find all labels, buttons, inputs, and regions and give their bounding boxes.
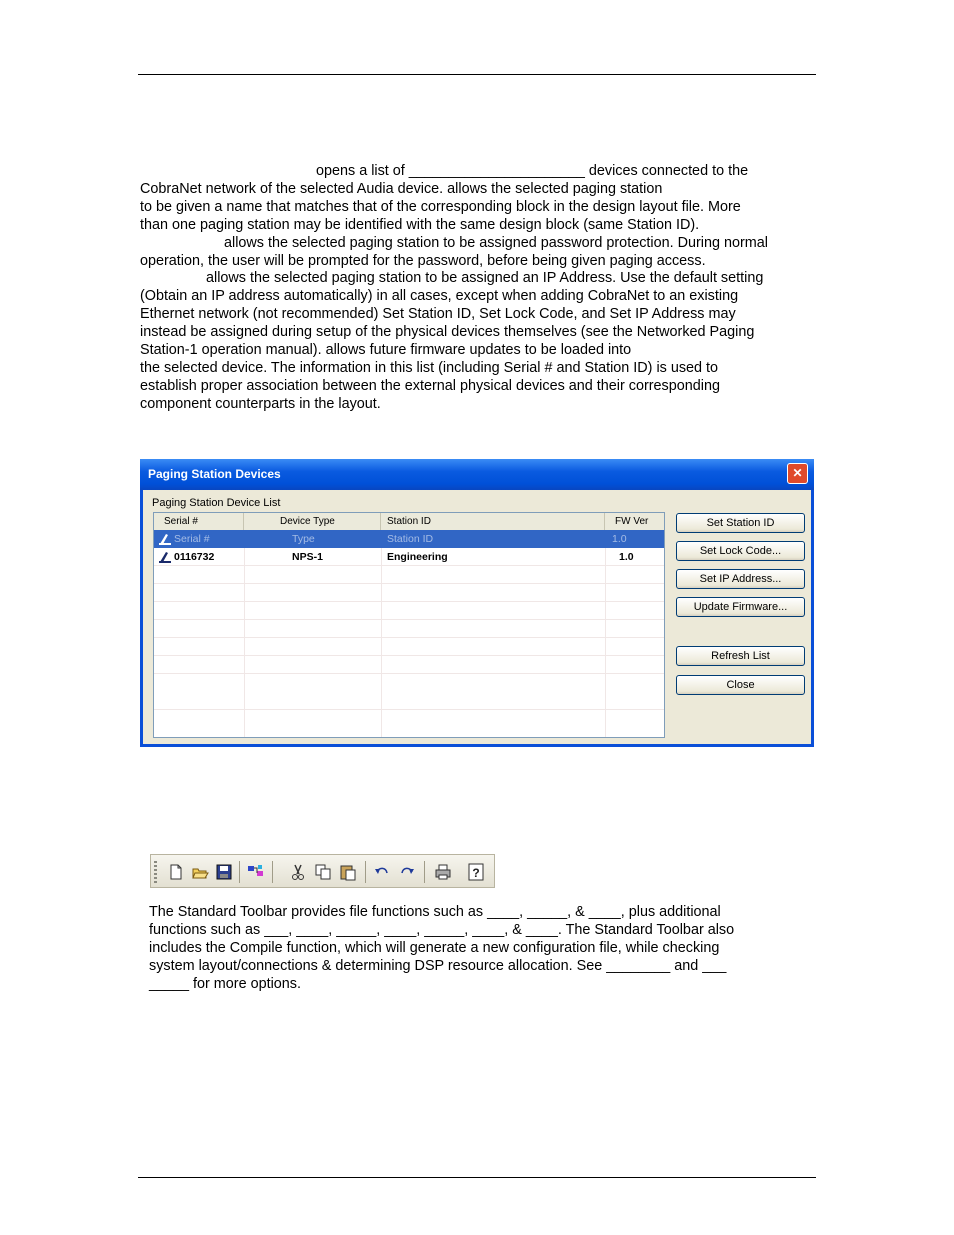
para1-line-7: allows the selected paging station to be assigned an IP Address. Use the default setting — [206, 270, 764, 287]
svg-text:?: ? — [472, 866, 480, 880]
cut-icon[interactable] — [289, 863, 307, 881]
save-icon[interactable] — [215, 863, 233, 881]
grid-line — [154, 709, 664, 710]
grid-line — [154, 583, 664, 584]
device-list-header — [154, 513, 664, 531]
copy-icon[interactable] — [314, 863, 332, 881]
column-serial[interactable]: Serial # — [154, 513, 244, 530]
table-row[interactable] — [154, 530, 664, 548]
para2-line-2: functions such as ___, ____, _____, ____, _____, ____, & ____. The Standard Toolbar also — [149, 922, 735, 938]
toolbar-separator — [239, 861, 240, 883]
close-icon[interactable]: ✕ — [787, 463, 808, 484]
new-icon[interactable] — [167, 863, 185, 881]
footer-rule — [138, 1177, 816, 1178]
device-list[interactable] — [153, 512, 665, 738]
dialog-title: Paging Station Devices — [148, 467, 281, 481]
paragraph-standard-toolbar — [149, 903, 789, 993]
redo-icon[interactable] — [398, 863, 416, 881]
close-button[interactable]: Close — [676, 675, 805, 695]
header-rule — [138, 74, 816, 75]
toolbar-separator — [424, 861, 425, 883]
para1-line-11: Station-1 operation manual). allows future firmware updates to be loaded into — [140, 342, 632, 359]
para2-line-3: includes the Compile function, which will generate a new configuration file, while checking — [149, 940, 720, 956]
dialog-body — [143, 490, 811, 744]
paste-icon[interactable] — [339, 863, 357, 881]
cell-fw: 1.0 — [619, 551, 634, 563]
para1-line-8: (Obtain an IP address automatically) in all cases, except when adding CobraNet to an existing — [140, 288, 739, 305]
help-icon[interactable] — [467, 863, 485, 881]
grid-line — [154, 673, 664, 674]
cell-serial: 0116732 — [174, 551, 215, 563]
para1-line-5: allows the selected paging station to be assigned password protection. During normal — [224, 234, 768, 251]
para2-line-1: The Standard Toolbar provides file functions such as ____, _____, & ____, plus additional — [149, 904, 721, 920]
grid-line — [154, 619, 664, 620]
cell-type: NPS-1 — [292, 551, 323, 563]
table-row[interactable] — [154, 548, 664, 566]
set-lock-code-button[interactable]: Set Lock Code... — [676, 541, 805, 561]
para1-line-1: opens a list of ______________________ devices connected to the — [316, 163, 749, 179]
column-station-id[interactable]: Station ID — [381, 513, 605, 530]
column-fw-ver[interactable]: FW Ver — [605, 513, 665, 530]
para1-line-3: to be given a name that matches that of the corresponding block in the design layout file. More — [140, 198, 741, 215]
grid-line — [154, 655, 664, 656]
paging-station-devices-dialog — [140, 459, 814, 747]
open-icon[interactable] — [191, 863, 209, 881]
para1-line-6: operation, the user will be prompted for the password, before being given paging access. — [140, 252, 706, 269]
standard-toolbar — [150, 854, 495, 888]
para1-line-12: the selected device. The information in this list (including Serial # and Station ID) is used to — [140, 359, 719, 376]
para1-line-14: component counterparts in the layout. — [140, 395, 381, 412]
column-device-type[interactable]: Device Type — [244, 513, 381, 530]
para2-line-4: system layout/connections & determining DSP resource allocation. See ________ and ___ — [149, 958, 727, 974]
cell-type: Type — [292, 533, 315, 545]
grid-line — [154, 601, 664, 602]
paragraph-paging-devices — [140, 163, 816, 414]
refresh-list-button[interactable]: Refresh List — [676, 646, 805, 666]
para1-line-10: instead be assigned during setup of the physical devices themselves (see the Networked Paging — [140, 324, 755, 341]
speaker-icon — [158, 532, 172, 546]
toolbar-grip[interactable] — [154, 861, 157, 883]
cell-fw: 1.0 — [612, 533, 627, 545]
set-ip-address-button[interactable]: Set IP Address... — [676, 569, 805, 589]
para1-line-9: Ethernet network (not recommended) Set Station ID, Set Lock Code, and Set IP Address may — [140, 306, 736, 323]
set-station-id-button[interactable]: Set Station ID — [676, 513, 805, 533]
para1-line-4: than one paging station may be identified with the same design block (same Station ID). — [140, 216, 700, 233]
update-firmware-button[interactable]: Update Firmware... — [676, 597, 805, 617]
cell-serial: Serial # — [174, 533, 210, 545]
para1-line-2: CobraNet network of the selected Audia device. allows the selected paging station — [140, 180, 663, 197]
para1-line-13: establish proper association between the external physical devices and their corresponding — [140, 377, 720, 394]
undo-icon[interactable] — [373, 863, 391, 881]
dialog-titlebar[interactable] — [140, 459, 814, 490]
toolbar-separator — [272, 861, 273, 883]
para2-line-5: _____ for more options. — [149, 976, 301, 992]
cell-station: Engineering — [387, 551, 448, 563]
cell-station: Station ID — [387, 533, 434, 545]
toolbar-separator — [365, 861, 366, 883]
print-icon[interactable] — [434, 863, 452, 881]
speaker-icon — [158, 550, 172, 564]
grid-line — [154, 637, 664, 638]
compile-icon[interactable] — [247, 863, 265, 881]
device-list-label: Paging Station Device List — [152, 497, 281, 509]
